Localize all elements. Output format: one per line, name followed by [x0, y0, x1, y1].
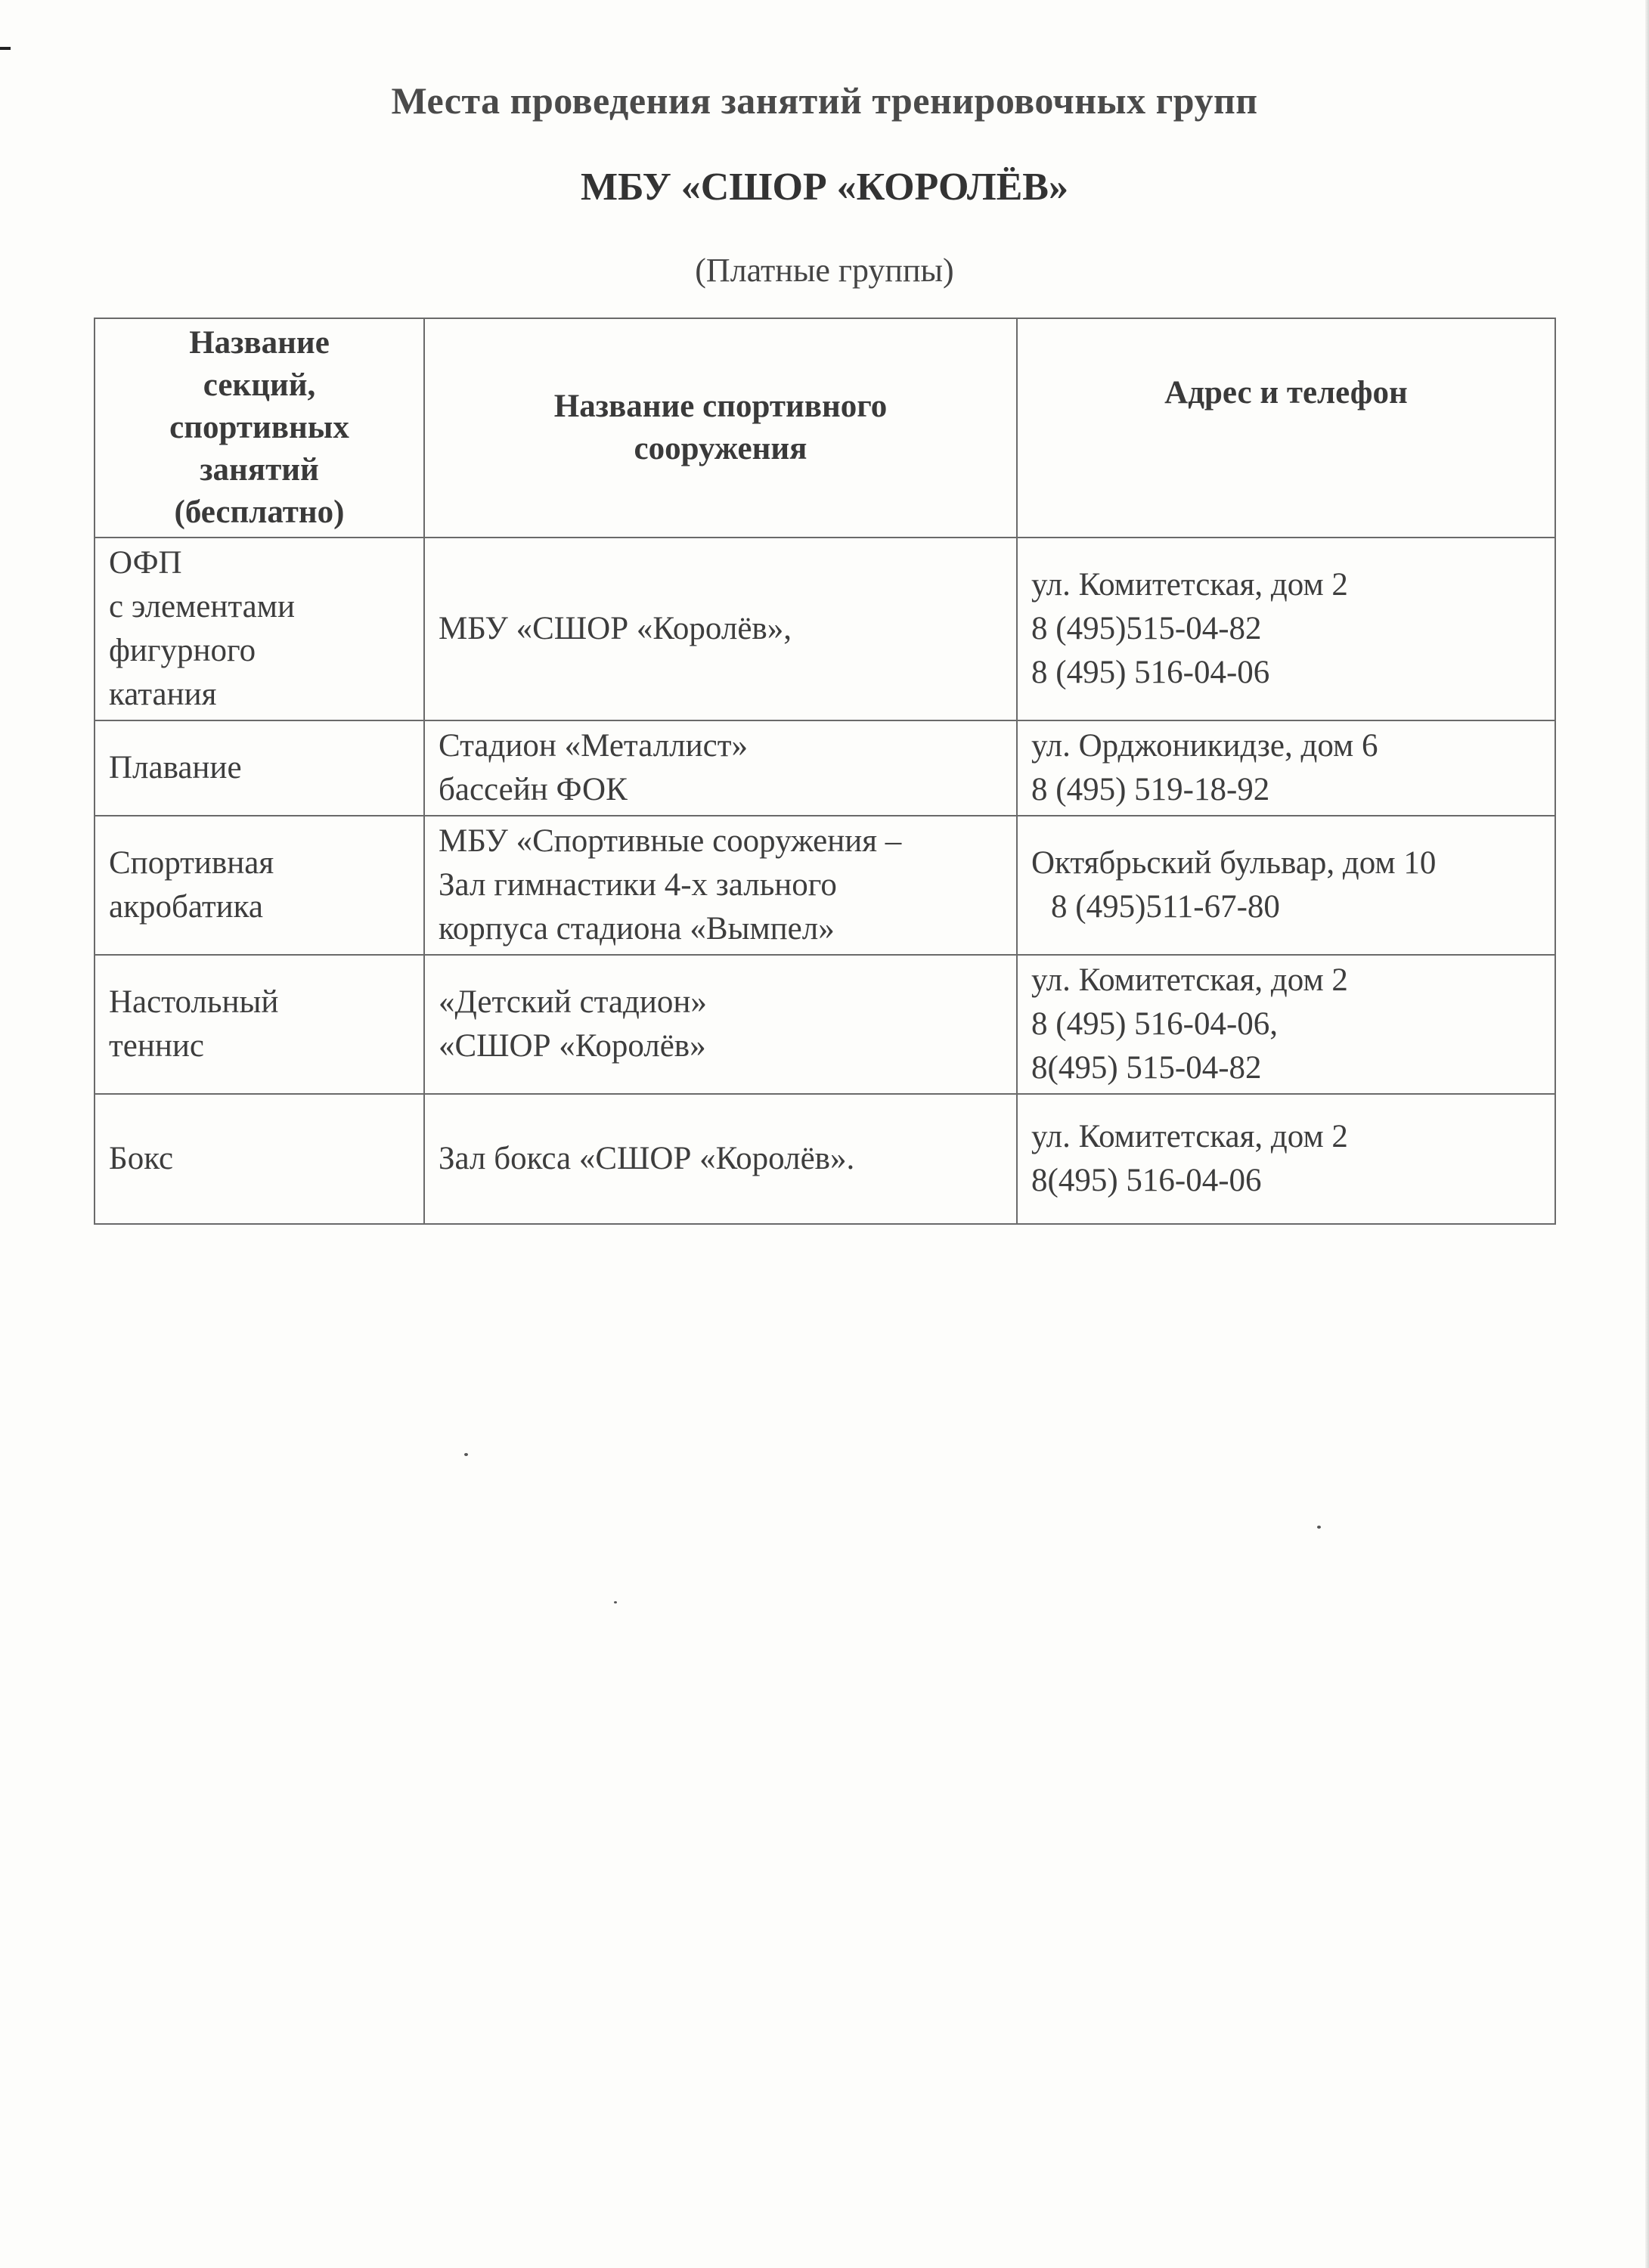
scan-speck: [614, 1601, 617, 1603]
scan-edge-shadow: [1645, 0, 1649, 2268]
section-cell: Плавание: [95, 720, 424, 816]
header-address-phone: Адрес и телефон: [1017, 318, 1555, 538]
table-row: [95, 1094, 1555, 1224]
section-cell: Бокс: [95, 1094, 424, 1224]
scan-speck: [464, 1453, 468, 1456]
section-cell: ОФП с элементами фигурного катания: [95, 538, 424, 720]
facility-cell: Стадион «Металлист» бассейн ФОК: [424, 720, 1017, 816]
venues-table: [94, 318, 1556, 1225]
scan-speck: [1317, 1526, 1321, 1529]
table-row: [95, 538, 1555, 720]
table-row: [95, 955, 1555, 1094]
header-section-name: Название секций, спортивных занятий (бесплатно): [95, 318, 424, 538]
facility-cell: Зал бокса «СШОР «Королёв».: [424, 1094, 1017, 1224]
organization-title: МБУ «СШОР «КОРОЛЁВ»: [581, 166, 1068, 209]
table-header-row: [95, 318, 1555, 538]
header-facility-name: Название спортивного сооружения: [424, 318, 1017, 538]
section-cell: Настольный теннис: [95, 955, 424, 1094]
table-row: [95, 816, 1555, 955]
facility-cell: МБУ «Спортивные сооружения – Зал гимнастики 4-х зального корпуса стадиона «Вымпел»: [424, 816, 1017, 955]
scan-edge-mark: [0, 47, 11, 50]
document-subtitle: (Платные группы): [695, 252, 954, 289]
table-row: [95, 720, 1555, 816]
document-title: Места проведения занятий тренировочных групп: [391, 79, 1258, 122]
facility-cell: «Детский стадион» «СШОР «Королёв»: [424, 955, 1017, 1094]
facility-cell: МБУ «СШОР «Королёв»,: [424, 538, 1017, 720]
address-cell: ул. Орджоникидзе, дом 6 8 (495) 519-18-92: [1017, 720, 1555, 816]
address-cell: Октябрьский бульвар, дом 10 8 (495)511-67-80: [1017, 816, 1555, 955]
section-cell: Спортивная акробатика: [95, 816, 424, 955]
address-cell: ул. Комитетская, дом 2 8 (495)515-04-82 8 (495) 516-04-06: [1017, 538, 1555, 720]
address-cell: ул. Комитетская, дом 2 8 (495) 516-04-06, 8(495) 515-04-82: [1017, 955, 1555, 1094]
address-cell: ул. Комитетская, дом 2 8(495) 516-04-06: [1017, 1094, 1555, 1224]
